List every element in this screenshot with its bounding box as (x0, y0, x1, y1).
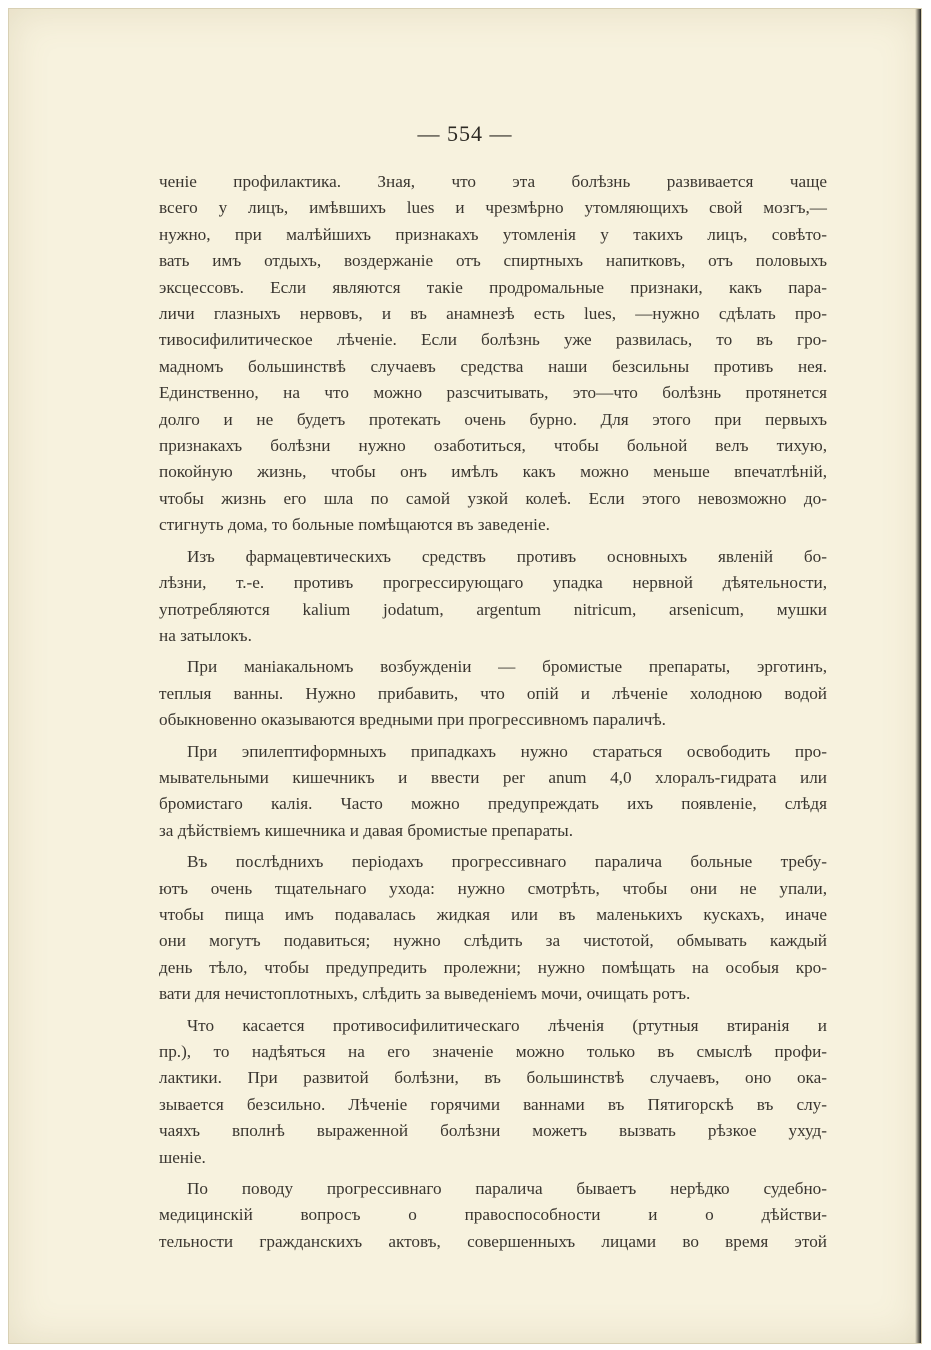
text-line: чаяхъ вполнѣ выраженной болѣзни можетъ вызвать рѣзкое ухуд- (159, 1121, 827, 1141)
text-line: зывается безсильно. Лѣченіе горячими ваннами въ Пятигорскѣ въ слу- (159, 1094, 827, 1114)
text-line: признакахъ болѣзни нужно озаботиться, чтобы больной велъ тихую, (159, 436, 827, 456)
text-line: медицинскій вопросъ о правоспособности и о дѣйстви- (159, 1205, 827, 1225)
paragraph (159, 849, 827, 1007)
text-line: тельности гражданскихъ актовъ, совершенныхъ лицами во время этой (159, 1231, 827, 1251)
text-line: мадномъ большинствѣ случаевъ средства наши безсильны противъ нея. (159, 356, 827, 376)
text-line: При маніакальномъ возбужденіи — бромистые препараты, эрготинъ, (187, 657, 827, 677)
text-line: тивосифилитическое лѣченіе. Если болѣзнь уже развилась, то въ гро- (159, 330, 827, 350)
text-line: По поводу прогрессивнаго паралича бываетъ нерѣдко судебно- (187, 1179, 827, 1199)
text-line: вати для нечистоплотныхъ, слѣдить за выведеніемъ мочи, очищать ротъ. (159, 984, 691, 1004)
text-line: чтобы жизнь его шла по самой узкой колеѣ. Если этого невозможно до- (159, 488, 827, 508)
text-line: они могутъ подавиться; нужно слѣдить за чистотой, обмывать каждый (159, 931, 827, 951)
text-line: Единственно, на что можно разсчитывать, это—что болѣзнь протянется (159, 383, 827, 403)
paragraph (159, 169, 827, 539)
text-line: ченіе профилактика. Зная, что эта болѣзнь развивается чаще (159, 172, 827, 191)
text-line: на затылокъ. (159, 625, 252, 645)
text-line: пр.), то надѣяться на его значеніе можно только въ смыслѣ профи- (159, 1042, 827, 1061)
text-line: бромистаго калія. Часто можно предупреждать ихъ появленіе, слѣдя (159, 794, 827, 814)
text-line: мывательными кишечникъ и ввести per anum 4,0 хлоралъ-гидрата или (159, 767, 827, 787)
text-line: Въ послѣднихъ періодахъ прогрессивнаго паралича больные требу- (187, 852, 827, 872)
paragraph (159, 739, 827, 845)
paragraph (159, 1013, 827, 1171)
text-line: стигнуть дома, то больные помѣщаются въ заведеніе. (159, 515, 550, 535)
text-line: ютъ очень тщательнаго ухода: нужно смотрѣть, чтобы они не упали, (159, 878, 827, 898)
paragraph (159, 1176, 827, 1255)
text-line: долго и не будетъ протекать очень бурно. Для этого при первыхъ (159, 409, 827, 429)
text-line: покойную жизнь, чтобы онъ имѣлъ какъ можно меньше впечатлѣній, (159, 462, 827, 482)
text-line: шеніе. (159, 1147, 206, 1167)
text-line: всего у лицъ, имѣвшихъ lues и чрезмѣрно утомляющихъ свой мозгъ,— (159, 198, 827, 218)
paragraph (159, 654, 827, 733)
scanned-book-page (8, 8, 922, 1344)
page-edge-shadow (915, 9, 921, 1343)
text-line: личи глазныхъ нервовъ, и въ анамнезѣ есть lues, —нужно сдѣлать про- (159, 304, 827, 324)
text-line: лѣзни, т.-е. противъ прогрессирующаго упадка нервной дѣятельности, (159, 573, 827, 593)
text-line: При эпилептиформныхъ припадкахъ нужно стараться освободить про- (187, 741, 827, 761)
text-line: Что касается противосифилитическаго лѣченія (ртутныя втиранія и (187, 1015, 827, 1035)
text-line: за дѣйствіемъ кишечника и давая бромистые препараты. (159, 820, 574, 840)
text-line: нужно, при малѣйшихъ признакахъ утомленія у такихъ лицъ, совѣто- (159, 224, 827, 244)
text-line: Изъ фармацевтическихъ средствъ противъ основныхъ явленій бо- (187, 546, 827, 566)
text-line: лактики. При развитой болѣзни, въ большинствѣ случаевъ, оно ока- (159, 1068, 827, 1088)
text-line: чтобы пища имъ подавалась жидкая или въ маленькихъ кускахъ, иначе (159, 904, 827, 924)
page-number: — 554 — (417, 121, 513, 146)
text-line: обыкновенно оказываются вредными при прогрессивномъ параличѣ. (159, 710, 666, 730)
text-line: употребляются kalium jodatum, argentum nitricum, arsenicum, мушки (159, 599, 827, 619)
paragraph (159, 544, 827, 650)
text-line: вать имъ отдыхъ, воздержаніе отъ спиртныхъ напитковъ, отъ половыхъ (159, 251, 827, 271)
text-line: день тѣло, чтобы предупредить пролежни; нужно помѣщать на особыя кро- (159, 957, 827, 977)
text-line: теплыя ванны. Нужно прибавить, что опій и лѣченіе холодною водой (159, 683, 827, 703)
text-line: эксцессовъ. Если являются такіе продромальные признаки, какъ пара- (159, 277, 827, 297)
body-text (159, 169, 827, 1260)
